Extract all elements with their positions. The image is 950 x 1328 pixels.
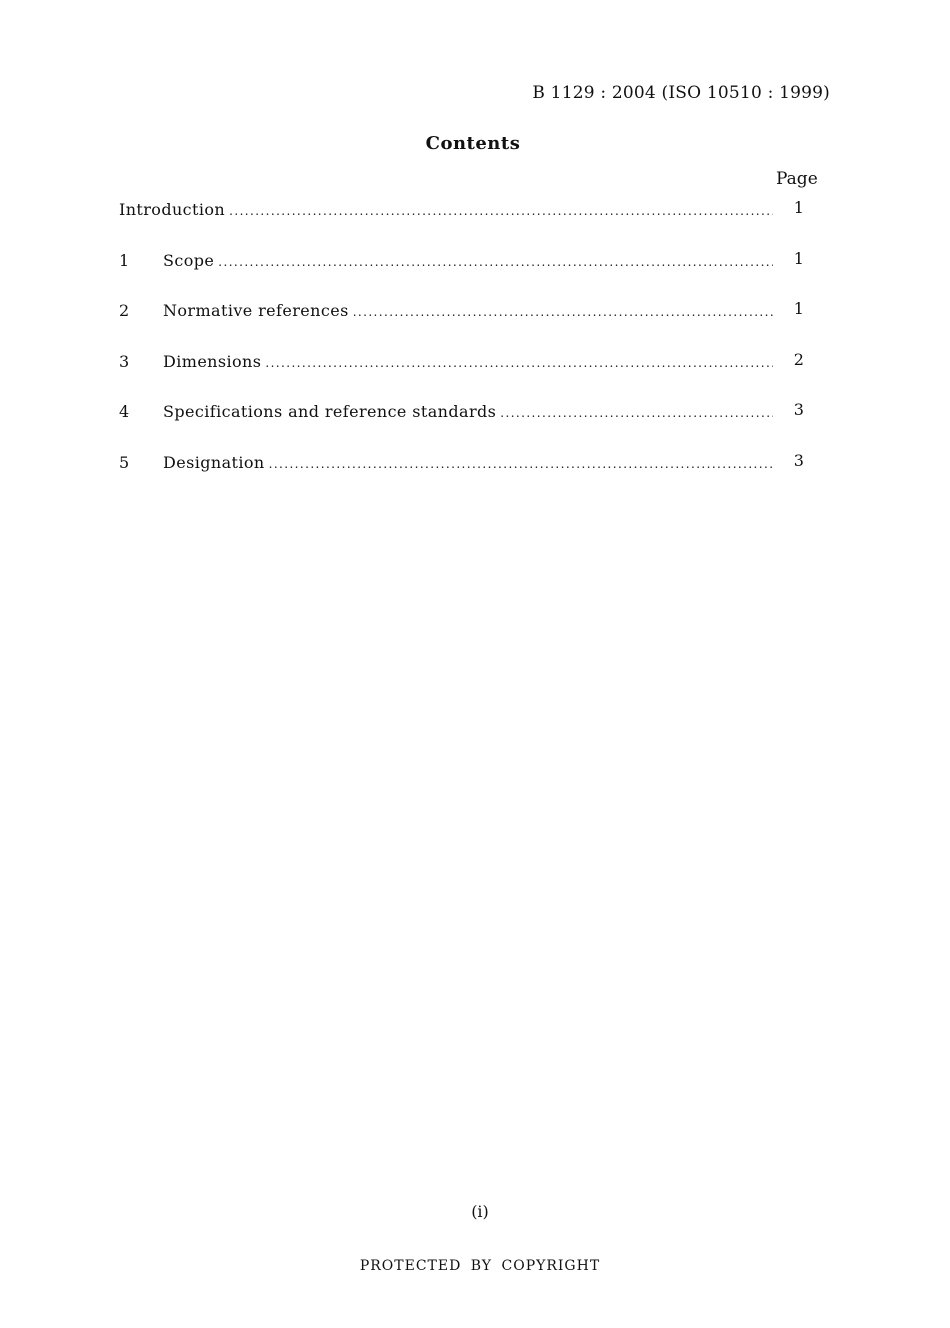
toc-entry-number: 3 <box>119 351 130 371</box>
toc-dot-leader <box>269 457 773 471</box>
toc-entry-label: Introduction <box>119 200 226 219</box>
toc-dot-leader <box>229 204 773 218</box>
toc-label-wrap <box>163 301 773 320</box>
toc-dot-leader <box>353 305 773 319</box>
toc-entry-page: 1 <box>793 198 805 217</box>
toc-label-wrap <box>163 402 773 421</box>
toc-entry-page: 1 <box>793 248 805 268</box>
page-number: (i) <box>471 1202 489 1221</box>
toc-entry-specifications[interactable] <box>119 398 819 449</box>
page-column-header: Page <box>776 169 818 189</box>
toc-entry-designation[interactable] <box>119 449 819 500</box>
toc-entry-number: 1 <box>119 250 130 270</box>
toc-entry-scope[interactable] <box>119 247 819 298</box>
toc-entry-page: 3 <box>793 450 805 470</box>
toc-label-wrap <box>163 352 773 371</box>
toc-entry-label: Specifications and reference standards <box>163 402 497 421</box>
table-of-contents <box>119 196 819 499</box>
toc-entry-page: 3 <box>793 400 805 419</box>
toc-label-wrap <box>163 251 773 270</box>
toc-entry-dimensions[interactable] <box>119 348 819 399</box>
copyright-notice: PROTECTED BY COPYRIGHT <box>359 1258 601 1274</box>
toc-entry-label: Dimensions <box>163 351 262 371</box>
toc-label-wrap <box>163 453 773 472</box>
toc-entry-normative-references[interactable] <box>119 297 819 348</box>
toc-entry-number: 4 <box>119 402 130 421</box>
toc-label-wrap <box>119 200 773 219</box>
toc-entry-label: Scope <box>163 250 215 270</box>
toc-dot-leader <box>218 255 773 269</box>
document-id: B 1129 : 2004 (ISO 10510 : 1999) <box>532 83 830 103</box>
toc-entry-page: 1 <box>793 299 805 318</box>
toc-entry-page: 2 <box>793 349 805 369</box>
toc-entry-label: Normative references <box>163 301 349 320</box>
toc-dot-leader <box>265 356 773 370</box>
toc-entry-label: Designation <box>163 452 265 472</box>
toc-entry-introduction[interactable] <box>119 196 819 247</box>
contents-title: Contents <box>425 133 521 154</box>
toc-entry-number: 5 <box>119 452 130 472</box>
toc-dot-leader <box>500 406 773 420</box>
toc-entry-number: 2 <box>119 301 130 320</box>
